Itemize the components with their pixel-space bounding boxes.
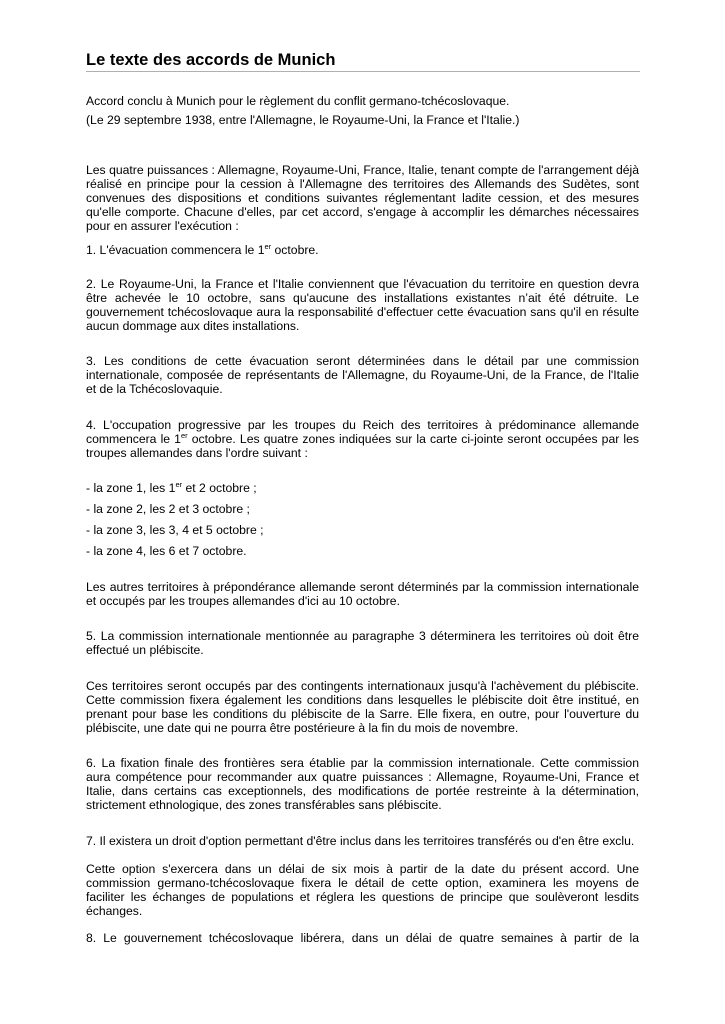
article-2: 2. Le Royaume-Uni, la France et l'Italie conviennent que l'évacuation du territoire en question devra être achevée le 10 octobre, sans qu'aucune des installations existantes n’ait été détruite. Le gouvernement tchécoslovaque aura la responsabilité d'effectuer cette évacuation sans qu'il en résulte aucun dommage aux dites installations.	[86, 277, 639, 333]
article-5-continued: Ces territoires seront occupés par des contingents internationaux jusqu'à l'achèvement du plébiscite. Cette commission fixera également les conditions dans lesquelles le plébiscite doit être institué, en prenant pour base les conditions du plébiscite de la Sarre. Elle fixera, en outre, pour l'ouverture du plébiscite, une date qui ne pourra être postérieure à la fin du mois de novembre.	[86, 679, 639, 735]
article-3: 3. Les conditions de cette évacuation seront déterminées dans le détail par une commission internationale, composée de représentants de l'Allemagne, du Royaume-Uni, de la France, de l'Italie et de la Tchécoslovaquie.	[86, 354, 639, 396]
article-1	[86, 244, 639, 258]
superscript: er	[175, 480, 183, 489]
zone-item: - la zone 4, les 6 et 7 octobre.	[86, 544, 247, 558]
zone-1-text-end: et 2 octobre ;	[182, 481, 257, 495]
date-paragraph: (Le 29 septembre 1938, entre l'Allemagne, le Royaume-Uni, la France et l'Italie.)	[86, 113, 520, 127]
article-1-text: 1. L'évacuation commencera le 1	[86, 243, 265, 257]
article-6: 6. La fixation finale des frontières sera établie par la commission internationale. Cette commission aura compétence pour recommander aux quatre puissances : Allemagne, Royaume-Uni, France et Italie, dans certains cas exceptionnels, des modifications de portée restreinte à la détermination, strictement ethnologique, des zones transférables sans plébiscite.	[86, 756, 639, 812]
intro-paragraph: Les quatre puissances : Allemagne, Royaume-Uni, France, Italie, tenant compte de l'arrangement déjà réalisé en principe pour la cession à l'Allemagne des territoires des Allemands des Sudètes, sont convenues des dispositions et conditions suivantes réglementant ladite cession, et des mesures qu'elle comporte. Chacune d'elles, par cet accord, s'engage à accomplir les démarches nécessaires pour en assurer l'exécution :	[86, 163, 639, 233]
article-4	[86, 419, 639, 461]
superscript: er	[264, 242, 272, 251]
article-7-continued: Cette option s'exercera dans un délai de six mois à partir de la date du présent accord. Une commission germano-tchécoslovaque fixera le détail de cette option, examinera les moyens de faciliter les échanges de populations et réglera les questions de principe que soulèveront lesdits échanges.	[86, 862, 639, 918]
article-4-text: 4. L'occupation progressive par les troupes du Reich des territoires à prédominance allemande commencera le 1	[86, 418, 639, 446]
article-4-text-end: octobre. Les quatre zones indiquées sur la carte ci-jointe seront occupées par les troupes allemandes dans l'ordre suivant :	[86, 431, 639, 460]
page-title: Le texte des accords de Munich	[86, 51, 336, 69]
superscript: er	[180, 430, 188, 440]
article-7: 7. Il existera un droit d'option permettant d'être inclus dans les territoires transférés ou d'en être exclu.	[86, 834, 635, 848]
other-territories-paragraph: Les autres territoires à prépondérance allemande seront déterminés par la commission internationale et occupés par les troupes allemandes d'ici au 10 octobre.	[86, 580, 639, 608]
article-8: 8. Le gouvernement tchécoslovaque libérera, dans un délai de quatre semaines à partir de la	[86, 931, 639, 945]
zone-item: - la zone 3, les 3, 4 et 5 octobre ;	[86, 523, 264, 537]
article-1-text-end: octobre.	[271, 243, 319, 257]
subtitle-paragraph: Accord conclu à Munich pour le règlement du conflit germano-tchécoslovaque.	[86, 94, 510, 108]
zone-1-text: - la zone 1, les 1	[86, 481, 176, 495]
zone-item: - la zone 2, les 2 et 3 octobre ;	[86, 502, 250, 516]
title-divider	[86, 71, 640, 72]
zone-item	[86, 482, 639, 496]
article-5: 5. La commission internationale mentionnée au paragraphe 3 déterminera les territoires où doit être effectué un plébiscite.	[86, 629, 639, 657]
